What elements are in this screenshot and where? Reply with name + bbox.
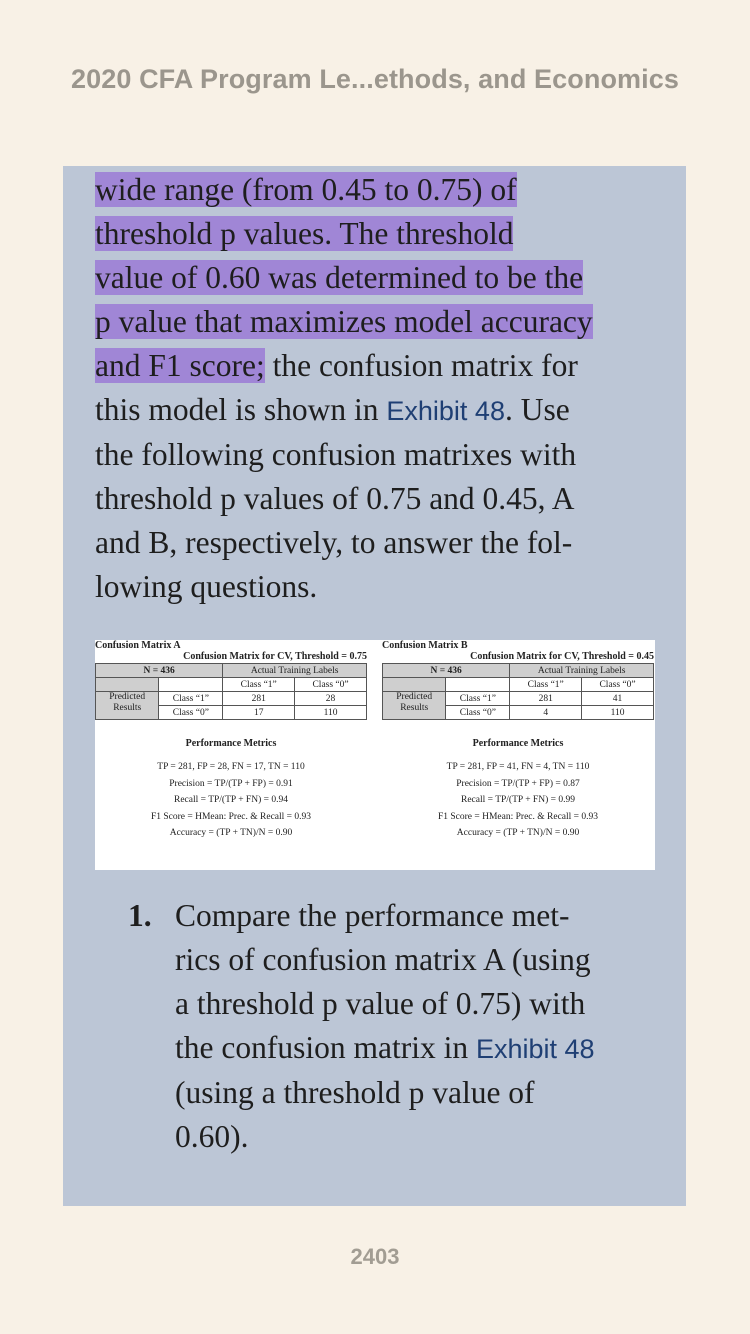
blank-cell	[383, 678, 446, 692]
confusion-matrix-figure[interactable]	[95, 640, 655, 870]
question-line: a threshold p value of 0.75) with	[175, 986, 586, 1021]
col-header-class1: Class “1”	[223, 678, 295, 692]
question-text-span: the confusion matrix in	[175, 1030, 476, 1065]
pred-label-line: Results	[400, 703, 429, 713]
passage-line	[95, 300, 665, 344]
performance-metrics	[382, 759, 654, 842]
matrix-subtitle: Confusion Matrix for CV, Threshold = 0.75	[183, 651, 367, 662]
passage-line: threshold p values of 0.75 and 0.45, A	[95, 481, 575, 516]
metric-line: Precision = TP/(TP + FP) = 0.91	[169, 778, 293, 789]
cell-value: 110	[582, 706, 654, 720]
book-title[interactable]: 2020 CFA Program Le...ethods, and Economics	[71, 64, 679, 94]
metric-line: Recall = TP/(TP + FN) = 0.99	[461, 795, 575, 805]
cell-value: 4	[510, 706, 582, 720]
highlighted-text[interactable]: value of 0.60 was determined to be the	[95, 260, 584, 295]
matrix-subtitle: Confusion Matrix for CV, Threshold = 0.45	[470, 651, 654, 662]
predicted-results-label	[383, 692, 446, 720]
row-header-class0: Class “0”	[159, 706, 223, 720]
passage-line: lowing questions.	[95, 569, 318, 604]
passage-line	[95, 388, 665, 433]
actual-labels-header: Actual Training Labels	[510, 664, 654, 678]
highlighted-text[interactable]: p value that maximizes model accuracy	[95, 304, 593, 339]
question-line	[175, 1026, 668, 1071]
page-number: 2403	[350, 1244, 400, 1269]
row-header-class1: Class “1”	[159, 692, 223, 706]
n-label: N = 436	[383, 664, 510, 678]
exhibit-link[interactable]: Exhibit 48	[475, 1034, 595, 1064]
passage-line	[95, 256, 665, 300]
highlighted-text[interactable]: wide range (from 0.45 to 0.75) of	[95, 172, 517, 207]
performance-metrics-title: Performance Metrics	[185, 738, 277, 749]
exhibit-link[interactable]: Exhibit 48	[386, 396, 505, 426]
question-line: rics of confusion matrix A (using	[175, 942, 591, 977]
question-1[interactable]	[128, 894, 668, 1159]
question-number: 1.	[128, 898, 152, 933]
cell-value: 110	[295, 706, 367, 720]
actual-labels-header: Actual Training Labels	[223, 664, 367, 678]
question-text	[175, 894, 668, 1159]
question-line: (using a threshold p value of	[175, 1075, 535, 1110]
passage-text-span: the confusion matrix for	[264, 348, 578, 383]
metric-line: F1 Score = HMean: Prec. & Recall = 0.93	[437, 811, 599, 822]
blank-cell	[159, 678, 223, 692]
metric-line: F1 Score = HMean: Prec. & Recall = 0.93	[150, 811, 312, 822]
matrix-table	[95, 663, 367, 720]
metric-line: Recall = TP/(TP + FN) = 0.94	[174, 795, 288, 805]
passage-text-span: . Use	[504, 392, 570, 427]
passage-line	[95, 168, 665, 212]
predicted-results-label	[96, 692, 159, 720]
pred-label-line: Results	[113, 703, 142, 713]
question-line: Compare the performance met-	[175, 898, 570, 933]
matrix-table	[382, 663, 654, 720]
passage-line	[95, 344, 665, 388]
blank-cell	[96, 678, 159, 692]
passage-text[interactable]	[95, 168, 665, 609]
metric-line: TP = 281, FP = 41, FN = 4, TN = 110	[446, 762, 590, 772]
pred-label-line: Predicted	[109, 692, 146, 702]
col-header-class0: Class “0”	[582, 678, 654, 692]
col-header-class0: Class “0”	[295, 678, 367, 692]
cell-value: 281	[510, 692, 582, 706]
question-line: 0.60).	[175, 1119, 249, 1154]
confusion-matrix-b	[382, 640, 654, 842]
cell-value: 41	[582, 692, 654, 706]
highlighted-text[interactable]: and F1 score;	[95, 348, 265, 383]
performance-metrics-title: Performance Metrics	[472, 738, 564, 749]
metric-line: Accuracy = (TP + TN)/N = 0.90	[456, 828, 580, 838]
confusion-matrix-a	[95, 640, 367, 842]
metric-line: Accuracy = (TP + TN)/N = 0.90	[169, 828, 293, 838]
n-label: N = 436	[96, 664, 223, 678]
highlighted-text[interactable]: threshold p values. The threshold	[95, 216, 514, 251]
passage-line	[95, 212, 665, 256]
cell-value: 28	[295, 692, 367, 706]
row-header-class0: Class “0”	[446, 706, 510, 720]
metric-line: Precision = TP/(TP + FP) = 0.87	[456, 778, 580, 789]
cell-value: 17	[223, 706, 295, 720]
metric-line: TP = 281, FP = 28, FN = 17, TN = 110	[157, 762, 305, 772]
performance-metrics	[95, 759, 367, 842]
matrix-title: Confusion Matrix A	[95, 640, 181, 651]
row-header-class1: Class “1”	[446, 692, 510, 706]
pred-label-line: Predicted	[396, 692, 433, 702]
passage-line: the following confusion matrixes with	[95, 437, 577, 472]
passage-text-span: this model is shown in	[95, 392, 387, 427]
col-header-class1: Class “1”	[510, 678, 582, 692]
blank-cell	[446, 678, 510, 692]
cell-value: 281	[223, 692, 295, 706]
matrix-title: Confusion Matrix B	[382, 640, 468, 651]
passage-line: and B, respectively, to answer the fol-	[95, 525, 573, 560]
